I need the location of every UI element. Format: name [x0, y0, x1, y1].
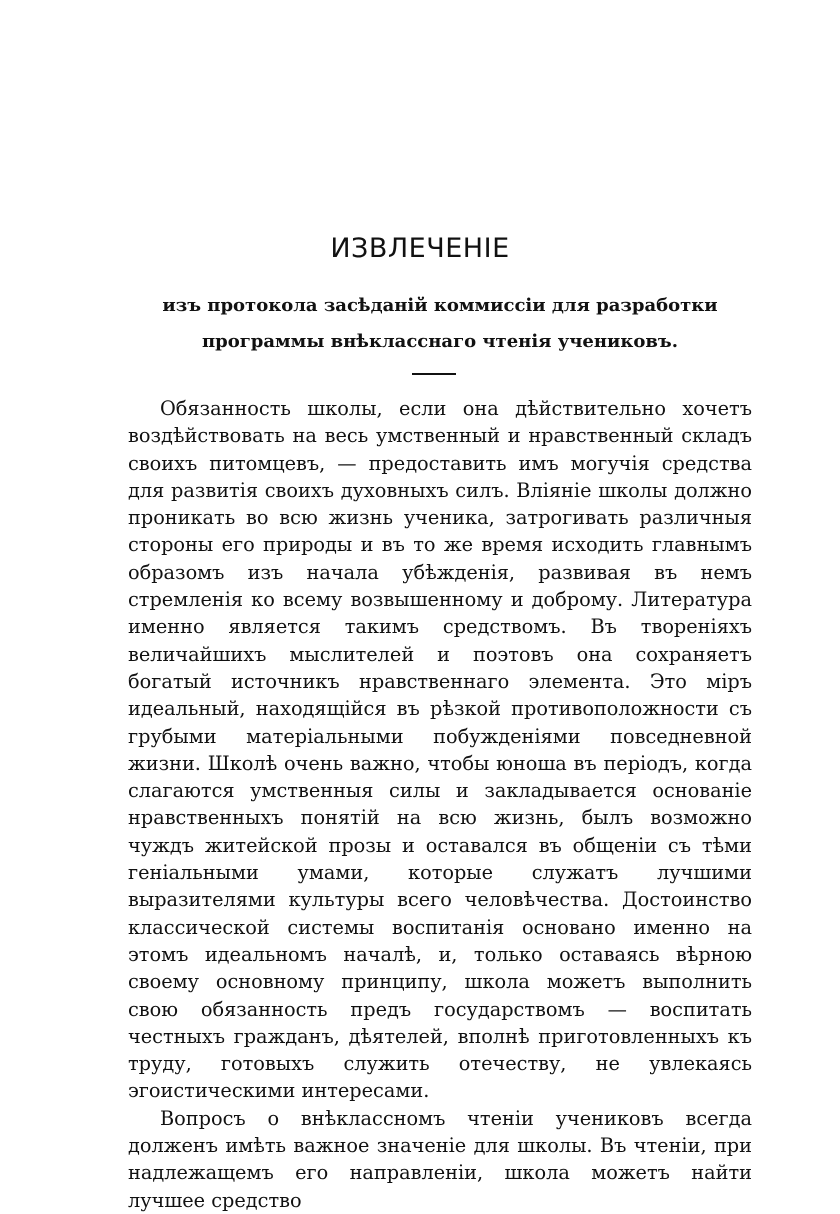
title-divider [412, 373, 456, 375]
paragraph-1: Обязанность школы, если она дѣйствительно хочетъ воздѣйствовать на весь умственный и нравственный складъ своихъ питомцевъ, — предоставить имъ могучія средства для развитія своихъ духовныхъ силъ. Вліяніе школы должно проникать во всю жизнь ученика, затрогивать различныя стороны его природы и въ то же время исходить главнымъ образомъ изъ начала убѣжденія, развивая въ немъ стремленія ко всему возвышенному и доброму. Литература именно является такимъ средствомъ. Въ твореніяхъ величайшихъ мыслителей и поэтовъ она сохраняетъ богатый источникъ нравственнаго элемента. Это міръ идеальный, находящійся въ рѣзкой противоположности съ грубыми матеріальными побужденіями повседневной жизни. Школѣ очень важно, чтобы юноша въ періодъ, когда слагаются умственныя силы и закладывается основаніе нравственныхъ понятій на всю жизнь, былъ возможно чуждъ житейской прозы и оставался въ общеніи съ тѣми геніальными умами, которые служатъ лучшими выразителями культуры всего человѣчества. Достоинство классической системы воспитанія основано именно на этомъ идеальномъ началѣ, и, только оставаясь вѣрною своему основному принципу, школа можетъ выполнить свою обязанность предъ государствомъ — воспитать честныхъ гражданъ, дѣятелей, вполнѣ приготовленныхъ къ труду, готовыхъ служить отечеству, не увлекаясь эгоистическими интересами. [128, 397, 752, 1103]
document-subtitle: изъ протокола засѣданій коммиссіи для разработки программы внѣкласснаго чтенія учениковъ. [162, 295, 718, 352]
body-text [128, 395, 752, 1214]
paragraph-2: Вопросъ о внѣклассномъ чтеніи учениковъ всегда долженъ имѣть важное значеніе для школы. Въ чтеніи, при надлежащемъ его направленіи, школа можетъ найти лучшее средство [128, 1106, 752, 1212]
document-title: ИЗВЛЕЧЕНІЕ [330, 233, 510, 264]
